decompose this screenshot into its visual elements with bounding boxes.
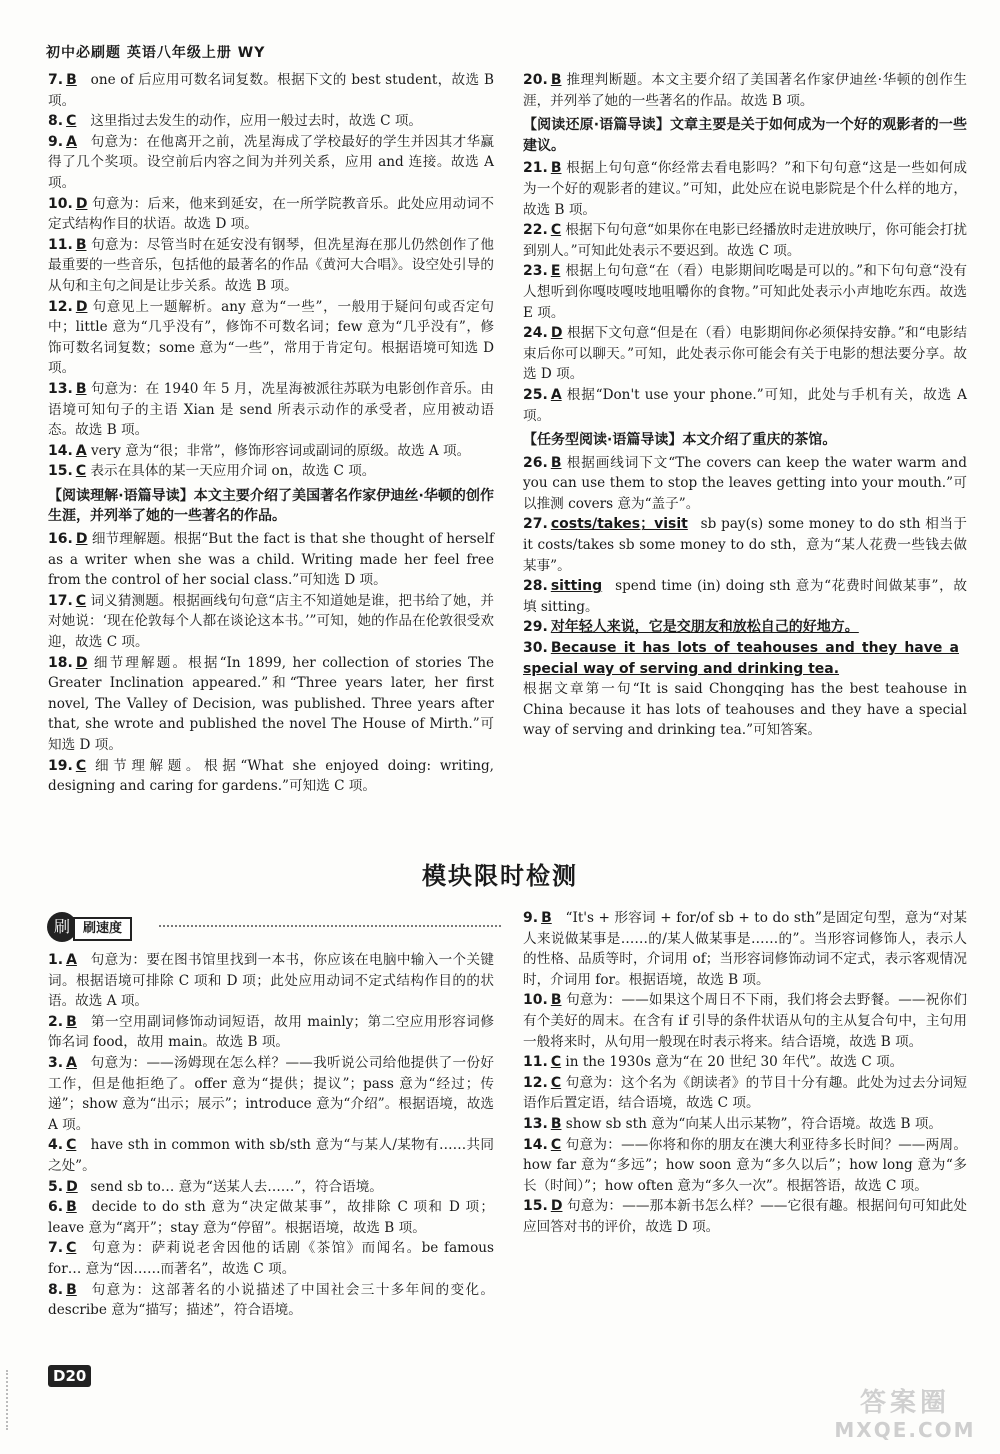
answer-item: [523, 638, 967, 741]
explanation-text: 表示在具体的某一天应用介词 on，故选 C 项。: [86, 463, 376, 480]
question-number-text: 28.: [523, 578, 548, 595]
question-number-text: 12.: [48, 298, 73, 315]
question-number: [523, 1196, 562, 1217]
answer-column-top-right: [523, 70, 967, 741]
answer-item: [48, 1135, 494, 1176]
explanation-text: 根据上句句意“你经常去看电影吗？”和下句句意“这是一些如何成为一个好的观影者的建议。”可知，此处应在说电影院是个什么样的地方，故选 B 项。: [523, 160, 967, 218]
brush-icon: 刷: [47, 912, 77, 942]
answer-item: [523, 158, 967, 220]
answer-key: D: [75, 531, 88, 548]
question-number: [48, 1238, 86, 1259]
guide-restore: 【阅读还原·语篇导读】文章主要是关于如何成为一个好的观影者的一些建议。: [523, 117, 967, 154]
question-number-text: 19.: [48, 757, 73, 774]
question-number: [523, 514, 688, 535]
explanation-text: 句意为：后来，他来到延安，在一所学院教音乐。此处应用动词不定式结构作目的状语。故选 D 项。: [48, 195, 494, 233]
answer-item: [523, 990, 967, 1052]
answer-item: [523, 617, 967, 638]
answer-item: [48, 1177, 494, 1198]
answer-key: D: [75, 298, 88, 315]
answer-item: [48, 1012, 494, 1053]
explanation-text: decide to do sth 意为“决定做某事”，故排除 C 项和 D 项；leave 意为“离开”；stay 意为“停留”。根据语境，故选 B 项。: [48, 1199, 494, 1236]
answer-key: B: [75, 236, 87, 253]
explanation-text: 根据下文句意“但是在（看）电影期间你必须保持安静。”和“电影结束后你可以聊天。”可知，此处表示你可能会有关于电影的想法要分享。故选 D 项。: [523, 325, 967, 383]
question-number-text: 15.: [48, 463, 73, 480]
question-number-text: 21.: [523, 160, 548, 177]
question-number: [523, 220, 561, 241]
page-number: D20: [48, 1365, 91, 1387]
answer-item: [48, 529, 494, 591]
question-number: [48, 529, 87, 550]
question-number: [48, 132, 86, 153]
answer-key: sitting: [550, 578, 603, 595]
question-number-text: 23.: [523, 263, 548, 280]
answer-item: [48, 379, 494, 441]
dotted-divider: [159, 925, 501, 927]
question-number-text: 17.: [48, 592, 73, 609]
watermark-logo-icon: 答案圈: [859, 1388, 950, 1418]
question-number-text: 18.: [48, 654, 73, 671]
answer-key: B: [550, 992, 562, 1009]
explanation-text: 细节理解题。根据“What she enjoyed doing: writing, designing and caring for gardens.”可知选 C 项。: [48, 757, 494, 795]
answer-item: [48, 1053, 494, 1135]
question-number: [523, 1135, 561, 1156]
explanation-text: 句意为：——如果这个周日不下雨，我们将会去野餐。——祝你们有个美好的周末。在含有 if 引导的条件状语从句的主从复合句中，主句用一般将来时，从句用一般现在时表示将来。结合语境，故选 B 项。: [523, 992, 967, 1050]
question-number-text: 7.: [48, 1240, 64, 1257]
question-number-text: 24.: [523, 325, 548, 342]
answer-key: B: [541, 910, 552, 926]
explanation-text: “It's + 形容词 + for/of sb + to do sth”是固定句型，意为“对某人来说做某事是……的/某人做某事是……的”。当形容词修饰人，表示人的性格、品质等时，介词用 of；当形容词修饰动词不定式，表示客观情况时，介词用 for。根据语境，故选 B 项。: [523, 910, 967, 988]
explanation-text: one of 后应用可数名词复数。根据下文的 best student，故选 B 项。: [48, 72, 494, 109]
question-number-text: 26.: [523, 454, 548, 471]
explanation-text: 根据“Don't use your phone.”可知，此处与手机有关，故选 A 项。: [523, 386, 967, 424]
explanation-text: 根据画线词下文“The covers can keep the water warm and you can use them to stop the leaves getting into your mouth.”可以推测 covers 意为“盖子”。: [523, 454, 967, 512]
edge-decoration: [6, 1370, 38, 1430]
answer-key: B: [550, 72, 562, 88]
explanation-text: 句意见上一题解析。any 意为“一些”，一般用于疑问句或否定句中；little 意为“几乎没有”，修饰不可数名词；few 意为“几乎没有”，修饰可数名词复数；some 意为“一些”，常用于肯定句。根据语境可知选 D 项。: [48, 298, 494, 377]
answer-item: [523, 220, 967, 261]
question-number: [48, 1177, 86, 1198]
answer-column-top-left: [48, 70, 494, 797]
answer-key: D: [75, 195, 88, 212]
explanation-text: very 意为“很；非常”，修饰形容词或副词的原级。故选 A 项。: [86, 442, 471, 459]
answer-list: [523, 453, 967, 741]
answer-key: D: [550, 325, 563, 342]
question-number: [48, 1053, 86, 1074]
explanation-text: 细节理解题。根据“In 1899, her collection of stories The Greater Inclination appeared.”和“Three years later, her first novel, The Valley of Decision, was published. Three years after that, she wrote and published the novel The House of Mirth.”可知选 D 项。: [48, 654, 494, 753]
answer-list: [523, 158, 967, 426]
explanation-text: 句意为：——汤姆现在怎么样？——我听说公司给他提供了一份好工作，但是他拒绝了。offer 意为“提供；提议”；pass 意为“经过；传递”；show 意为“出示；展示”；introduce 意为“介绍”。根据语境，故选 A 项。: [48, 1054, 494, 1133]
question-number-text: 10.: [523, 992, 548, 1009]
explanation-text: 句意为：尽管当时在延安没有钢琴，但冼星海在那儿仍然创作了他最重要的一些音乐，包括他的最著名的作品《黄河大合唱》。设空处引导的从句和主句之间是让步关系。故选 B 项。: [48, 236, 494, 294]
question-number: [523, 908, 561, 929]
answer-key: C: [550, 1136, 562, 1153]
answer-column-bottom-left: [48, 950, 494, 1321]
explanation-text: 根据上句句意“在（看）电影期间吃喝是可以的。”和下句句意“没有人想听到你嘎吱嘎吱地咀嚼你的食物。”可知此处表示小声地吃东西。故选 E 项。: [523, 263, 967, 321]
question-number: [48, 297, 87, 318]
question-number-text: 20.: [523, 72, 548, 88]
answer-key: Because it has lots of teahouses and they have a special way of serving and drinking tea.: [523, 640, 959, 677]
answer-key: D: [550, 1198, 563, 1215]
answer-list: [48, 70, 494, 482]
question-number: [48, 194, 87, 215]
answer-list: [523, 908, 967, 1238]
answer-item: [48, 441, 494, 462]
answer-key: C: [66, 113, 77, 130]
question-number-text: 15.: [523, 1198, 548, 1215]
answer-key: B: [66, 1199, 77, 1216]
section-title: 模块限时检测: [422, 862, 578, 890]
question-number: [523, 261, 561, 282]
question-number: [48, 653, 87, 674]
watermark-text: MXQE.COM: [834, 1418, 976, 1442]
watermark: [830, 1388, 980, 1444]
question-number-text: 8.: [48, 1281, 64, 1298]
question-number-text: 9.: [523, 910, 539, 926]
answer-item: [523, 1135, 967, 1197]
answer-item: [48, 950, 494, 1012]
question-number-text: 1.: [48, 952, 64, 968]
answer-key: B: [66, 1013, 77, 1030]
answer-list: [48, 529, 494, 797]
question-number: [48, 111, 86, 132]
answer-item: [523, 908, 967, 990]
answer-key: D: [75, 654, 88, 671]
explanation-text: 句意为：在他离开之前，冼星海成了学校最好的学生并因其才华赢得了几个奖项。设空前后内容之间为并列关系，应用 and 连接。故选 A 项。: [48, 133, 494, 191]
answer-key: 对年轻人来说，它是交朋友和放松自己的好地方。: [550, 619, 859, 636]
question-number: [523, 385, 562, 406]
question-number-text: 14.: [523, 1136, 548, 1153]
question-number: [523, 990, 561, 1011]
answer-key: B: [66, 1281, 77, 1298]
answer-key: A: [66, 1054, 77, 1071]
badge-label: 刷速度: [73, 917, 132, 941]
answer-key: C: [75, 463, 87, 480]
answer-item: [48, 461, 494, 482]
question-number-text: 4.: [48, 1137, 64, 1154]
question-number-text: 30.: [523, 640, 548, 657]
question-number-text: 8.: [48, 113, 64, 130]
question-number: [523, 453, 561, 474]
question-number: [523, 638, 959, 679]
answer-item: [48, 653, 494, 756]
answer-item: [523, 323, 967, 385]
answer-item: [48, 111, 494, 132]
answer-key: D: [66, 1178, 78, 1195]
question-number-text: 27.: [523, 516, 548, 533]
question-number: [523, 576, 602, 597]
question-number: [48, 1012, 86, 1033]
answer-item: [523, 1196, 967, 1237]
answer-item: [523, 1073, 967, 1114]
answer-key: C: [550, 1054, 562, 1071]
answer-key: A: [75, 442, 87, 459]
answer-key: C: [66, 1137, 77, 1154]
question-number: [48, 756, 86, 777]
answer-item: [48, 194, 494, 235]
explanation-text: 细节理解题。根据“But the fact is that she thought of herself as a writer when she was a child. Writing made her feel free from the control of her social class.”可知选 D 项。: [48, 531, 494, 589]
question-number: [523, 1052, 561, 1073]
question-number-text: 12.: [523, 1074, 548, 1091]
answer-key: C: [550, 222, 562, 239]
answer-item: [48, 1238, 494, 1279]
question-number-text: 29.: [523, 619, 548, 636]
answer-item: [48, 1280, 494, 1321]
answer-item: [523, 70, 967, 111]
answer-key: B: [66, 72, 77, 88]
answer-key: A: [66, 133, 77, 150]
explanation-text: 词义猜测题。根据画线句句意“店主不知道她是谁，把书给了她，并对她说：‘现在伦敦每个人都在谈论这本书。’”可知，她的作品在伦敦很受欢迎，故选 C 项。: [48, 592, 494, 651]
question-number: [48, 1280, 86, 1301]
explanation-text: 这里指过去发生的动作，应用一般过去时，故选 C 项。: [86, 113, 423, 130]
answer-item: [48, 756, 494, 797]
question-number: [523, 1073, 561, 1094]
question-number-text: 22.: [523, 222, 548, 239]
answer-list: [48, 950, 494, 1321]
question-number-text: 3.: [48, 1054, 64, 1071]
question-number: [523, 617, 859, 638]
answer-item: [48, 235, 494, 297]
question-number: [48, 1135, 86, 1156]
explanation-text: send sb to… 意为“送某人去……”，符合语境。: [86, 1178, 383, 1195]
question-number-text: 16.: [48, 531, 73, 548]
explanation-text: sb pay(s) some money to do sth 相当于 it costs/takes sb some money to do sth，意为“某人花费一些钱去做某事”。: [523, 516, 967, 574]
question-number: [523, 158, 561, 179]
explanation-text: 根据文章第一句“It is said Chongqing has the best teahouse in China because it has lots of teahouses and they have a special way of serving and drinking tea.”可知答案。: [523, 681, 967, 739]
answer-list: [523, 70, 967, 111]
explanation-text: spend time (in) doing sth 意为“花费时间做某事”，故填 sitting。: [523, 578, 967, 615]
answer-key: C: [75, 592, 87, 609]
question-number: [48, 1197, 86, 1218]
question-number: [523, 323, 562, 344]
answer-key: B: [75, 380, 87, 397]
answer-key: costs/takes；visit: [550, 516, 688, 533]
question-number-text: 2.: [48, 1013, 64, 1030]
answer-key: B: [550, 1115, 562, 1132]
guide-reading: 【阅读理解·语篇导读】本文主要介绍了美国著名作家伊迪丝·华顿的创作生涯，并列举了她的一些著名的作品。: [48, 487, 494, 525]
answer-item: [523, 1052, 967, 1073]
question-number-text: 9.: [48, 133, 64, 150]
answer-item: [48, 591, 494, 653]
question-number-text: 6.: [48, 1199, 64, 1216]
answer-key: C: [66, 1240, 77, 1257]
explanation-text: in the 1930s 意为“在 20 世纪 30 年代”。故选 C 项。: [561, 1054, 904, 1071]
question-number: [523, 70, 561, 91]
answer-item: [48, 132, 494, 194]
explanation-text: 句意为：——你将和你的朋友在澳大利亚待多长时间？——两周。how far 意为“多远”；how soon 意为“多久以后”；how long 意为“多长（时间）”；how often 意为“多久一次”。根据答语，故选 C 项。: [523, 1136, 967, 1194]
answer-column-bottom-right: [523, 908, 967, 1238]
question-number-text: 14.: [48, 442, 73, 459]
answer-item: [523, 1114, 967, 1135]
question-number-text: 7.: [48, 72, 64, 88]
running-header: 初中必刷题 英语八年级上册 WY: [46, 45, 266, 61]
answer-key: A: [550, 386, 562, 403]
question-number: [48, 950, 86, 971]
question-number-text: 13.: [523, 1115, 548, 1132]
question-number: [48, 70, 86, 91]
question-number-text: 10.: [48, 195, 73, 212]
answer-key: E: [550, 263, 561, 280]
question-number-text: 5.: [48, 1178, 64, 1195]
explanation-text: have sth in common with sb/sth 意为“与某人/某物有……共同之处”。: [48, 1137, 494, 1174]
answer-item: [48, 70, 494, 111]
explanation-text: 推理判断题。本文主要介绍了美国著名作家伊迪丝·华顿的创作生涯，并列举了她的一些著名的作品。故选 B 项。: [523, 72, 967, 109]
question-number: [523, 1114, 561, 1135]
question-number: [48, 591, 86, 612]
question-number-text: 11.: [48, 236, 73, 253]
answer-key: B: [550, 160, 562, 177]
explanation-text: 句意为：萨莉说老舍因他的话剧《茶馆》而闻名。be famous for… 意为“因……而著名”，故选 C 项。: [48, 1240, 494, 1277]
explanation-text: 句意为：这个名为《朗读者》的节目十分有趣。此处为过去分词短语作后置定语，结合语境，故选 C 项。: [523, 1074, 967, 1112]
explanation-text: show sb sth 意为“向某人出示某物”，符合语境。故选 B 项。: [561, 1115, 943, 1132]
answer-item: [523, 385, 967, 426]
explanation-text: 句意为：这部著名的小说描述了中国社会三十多年间的变化。describe 意为“描写；描述”，符合语境。: [48, 1281, 494, 1319]
question-number: [48, 461, 86, 482]
explanation-text: 句意为：在 1940 年 5 月，冼星海被派往苏联为电影创作音乐。由语境可知句子的主语 Xian 是 send 所表示动作的承受者，应用被动语态。故选 B 项。: [48, 380, 494, 439]
answer-item: [523, 453, 967, 515]
answer-key: B: [550, 454, 562, 471]
question-number-text: 25.: [523, 386, 548, 403]
answer-key: A: [66, 952, 77, 968]
answer-item: [48, 1197, 494, 1238]
speed-badge: [47, 912, 501, 942]
answer-key: C: [550, 1074, 562, 1091]
explanation-text: 句意为：——那本新书怎么样？——它很有趣。根据问句可知此处应回答对书的评价，故选 D 项。: [523, 1198, 967, 1235]
answer-item: [523, 261, 967, 323]
explanation-text: 第一空用副词修饰动词短语，故用 mainly；第二空应用形容词修饰名词 food，故用 main。故选 B 项。: [48, 1013, 494, 1051]
question-number: [48, 441, 87, 462]
guide-task: 【任务型阅读·语篇导读】本文介绍了重庆的茶馆。: [523, 432, 837, 449]
answer-item: [523, 576, 967, 617]
answer-item: [523, 514, 967, 576]
answer-key: C: [75, 757, 87, 774]
explanation-text: 根据下句句意“如果你在电影已经播放时走进放映厅，你可能会打扰到别人。”可知此处表示不要迟到。故选 C 项。: [523, 222, 967, 259]
explanation-text: 句意为：要在图书馆里找到一本书，你应该在电脑中输入一个关键词。根据语境可排除 C 项和 D 项；此处应用动词不定式结构作目的的状语。故选 A 项。: [48, 952, 494, 1010]
question-number: [48, 379, 86, 400]
question-number-text: 13.: [48, 380, 73, 397]
answer-item: [48, 297, 494, 379]
question-number-text: 11.: [523, 1054, 548, 1071]
question-number: [48, 235, 86, 256]
